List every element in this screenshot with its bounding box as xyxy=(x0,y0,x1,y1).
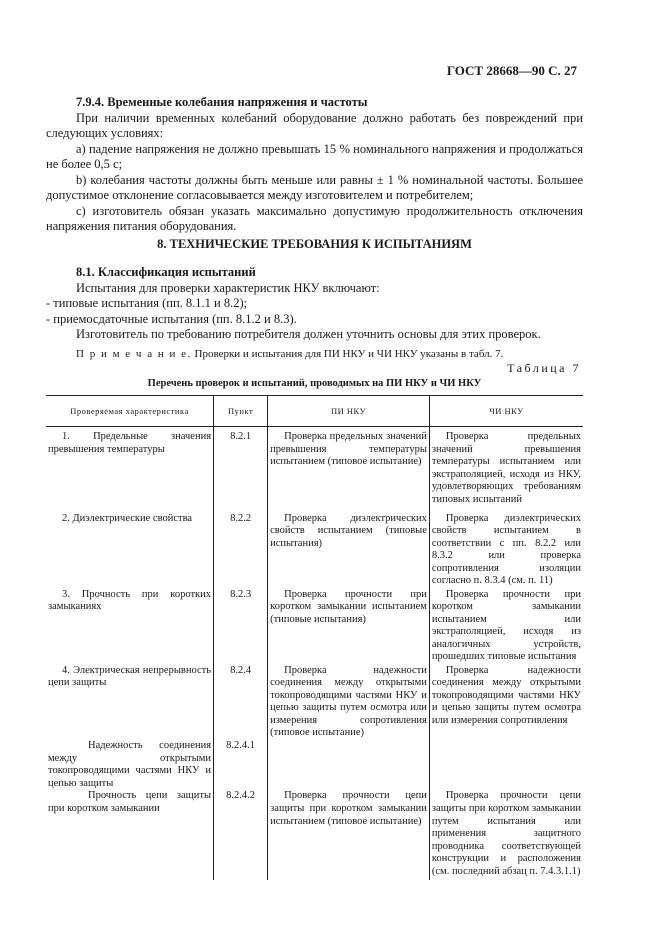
cell-pi: Проверка прочности при коротком замыкании испытанием (типовые испытания) xyxy=(268,589,430,665)
cell-chi: Проверка предельных значений превышения температуры испытанием или экстраполяцией, исходя из НКУ, удовлетворяющих требованиям типовых испытаний xyxy=(429,427,583,513)
table-7 xyxy=(46,395,583,880)
note-label: П р и м е ч а н и е. xyxy=(76,347,192,360)
cell-item: 8.2.1 xyxy=(214,427,268,513)
section-8-1-item-2: - приемосдаточные испытания (пп. 8.1.2 и 8.3). xyxy=(46,311,297,326)
cell-chi: Проверка прочности при коротком замыкании испытанием или экстраполяцией, исходя из аналогичных устройств, прошедших типовые испытания xyxy=(429,589,583,665)
header-pi: ПИ НКУ xyxy=(268,396,430,427)
table-title: Перечень проверок и испытаний, проводимых на ПИ НКУ и ЧИ НКУ xyxy=(147,378,482,389)
section-7-9-4-item-b: b) колебания частоты должны быть меньше или равны ± 1 % номинальной частоты. Большее допустимое отклонение согласовывается между изготовителем и потребителем; xyxy=(46,172,583,202)
cell-characteristic: 2. Диэлектрические свойства xyxy=(62,512,193,524)
section-8-1-intro: Испытания для проверки характеристик НКУ включают: xyxy=(76,280,380,295)
cell-characteristic: Надежность соединения между открытыми токопроводящими частями НКУ и цепью защиты xyxy=(48,740,212,789)
page-header: ГОСТ 28668—90 С. 27 xyxy=(446,63,577,78)
table-row xyxy=(46,665,583,741)
cell-pi: Проверка прочности цепи защиты при коротком замыкании испытанием (типовое испытание) xyxy=(268,790,430,880)
cell-pi: Проверка надежности соединения между открытыми токопроводящими частями НКУ и цепью защиты путем осмотра или измерения сопротивления (типовое испытание) xyxy=(268,665,430,741)
cell-chi: Проверка диэлектрических свойств испытанием в соответствии с пп. 8.2.2 или 8.3.2 или проверка сопротивления изоляции согласно п. 8.3.4 (см. п. 11) xyxy=(429,513,583,589)
section-7-9-4-title: 7.9.4. Временные колебания напряжения и частоты xyxy=(76,95,368,109)
cell-characteristic: 3. Прочность при коротких замыканиях xyxy=(48,588,212,613)
table-row xyxy=(46,589,583,665)
section-7-9-4-item-a: а) падение напряжения не должно превышать 15 % номинального напряжения и продолжаться не более 0,5 с; xyxy=(46,141,583,171)
section-7-9-4-intro: При наличии временных колебаний оборудование должно работать без повреждений при следующих условиях: xyxy=(46,110,583,140)
section-7-9-4 xyxy=(46,95,583,235)
header-chi: ЧИ НКУ xyxy=(429,396,583,427)
section-7-9-4-item-c: с) изготовитель обязан указать максимально допустимую продолжительность отключения напряжения питания оборудования. xyxy=(46,203,583,233)
cell-item: 8.2.4 xyxy=(214,665,268,741)
section-8-title: 8. ТЕХНИЧЕСКИЕ ТРЕБОВАНИЯ К ИСПЫТАНИЯМ xyxy=(157,237,472,251)
table-row xyxy=(46,427,583,513)
note-text: Проверки и испытания для ПИ НКУ и ЧИ НКУ указаны в табл. 7. xyxy=(191,347,504,360)
cell-characteristic: Прочность цепи защиты при коротком замыкании xyxy=(48,790,212,815)
header-characteristic: Проверяемая характеристика xyxy=(46,396,214,427)
section-8-1-note xyxy=(46,347,583,363)
cell-pi xyxy=(268,740,430,790)
cell-item: 8.2.3 xyxy=(214,589,268,665)
table-label: Таблица 7 xyxy=(507,361,581,375)
cell-item: 8.2.2 xyxy=(214,513,268,589)
cell-characteristic: 4. Электрическая непрерывность цепи защиты xyxy=(48,664,212,689)
section-8-1-closing: Изготовитель по требованию потребителя должен уточнить основы для этих проверок. xyxy=(76,327,541,341)
section-8-1 xyxy=(46,265,583,362)
table-row xyxy=(46,513,583,589)
cell-chi xyxy=(429,740,583,790)
table-header-row xyxy=(46,396,583,427)
cell-pi: Проверка предельных значений превышения температуры испытанием (типовое испытание) xyxy=(268,427,430,513)
cell-chi: Проверка прочности цепи защиты при коротком замыкании путем испытания или применения защитного проводника соответствующей конструкции и расположения (см. последний абзац п. 7.4.3.1.1) xyxy=(429,790,583,880)
cell-item: 8.2.4.2 xyxy=(214,790,268,880)
cell-item: 8.2.4.1 xyxy=(214,740,268,790)
cell-pi: Проверка диэлектрических свойств испытанием (типовые испытания) xyxy=(268,513,430,589)
cell-chi: Проверка надежности соединения между открытыми токопроводящими частями НКУ и цепью защиты путем осмотра или измерения сопротивления xyxy=(429,665,583,741)
table-row xyxy=(46,790,583,880)
table-row xyxy=(46,740,583,790)
header-item: Пункт xyxy=(214,396,268,427)
cell-characteristic: 1. Предельные значения превышения температуры xyxy=(48,431,212,455)
section-8-1-item-1: - типовые испытания (пп. 8.1.1 и 8.2); xyxy=(46,296,248,310)
section-8-1-title: 8.1. Классификация испытаний xyxy=(76,265,256,279)
